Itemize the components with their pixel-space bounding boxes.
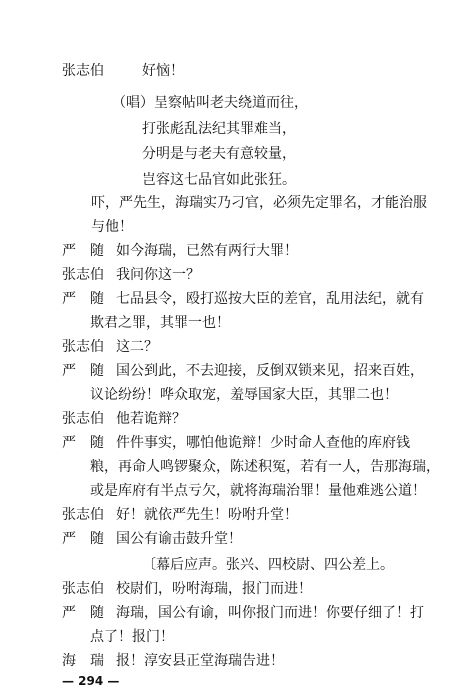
line-16 (62, 434, 410, 452)
line-text: 七品县令，殴打巡按大臣的差官，乱用法纪，就有 (116, 291, 424, 307)
line-15 (62, 410, 186, 428)
line-text: 议论纷纷！哗众取宠，羞辱国家大臣，其罪二也！ (90, 387, 398, 403)
line-12 (62, 338, 158, 356)
line-23 (62, 604, 424, 622)
line-text: 欺君之罪，其罪一也！ (90, 315, 230, 331)
line-1 (62, 62, 184, 80)
line-text: 点了！报门！ (90, 629, 174, 645)
speaker-name: 严 随 (62, 605, 104, 621)
line-text: 岂容这七品官如此张狂。 (142, 172, 296, 188)
line-11 (90, 314, 230, 332)
line-text: 我问你这一？ (116, 267, 200, 283)
line-text: 粮，再命人鸣锣聚众，陈述积冤，若有一人，告那海瑞， (90, 459, 440, 475)
line-text: 如今海瑞，已然有两行大罪！ (116, 243, 298, 259)
speaker-name: 严 随 (62, 531, 104, 547)
line-6 (91, 194, 427, 212)
speaker-name: 张志伯 (62, 339, 104, 355)
line-5 (142, 171, 296, 189)
line-text: 国公有谕击鼓升堂！ (116, 531, 242, 547)
speaker-name: 海 瑞 (62, 653, 104, 669)
line-text: （唱）呈察帖叫老夫绕道而往， (112, 95, 308, 111)
line-text: 吓，严先生，海瑞实乃刁官，必须先定罪名，才能治服 (91, 195, 427, 211)
speaker-name: 严 随 (62, 291, 104, 307)
line-8 (62, 242, 298, 260)
line-13 (62, 362, 424, 380)
speaker-name: 严 随 (62, 435, 104, 451)
line-text: 好恼！ (142, 63, 184, 79)
line-4 (142, 145, 296, 163)
speaker-name: 严 随 (62, 363, 104, 379)
line-text: 件件事实，哪怕他诡辩！少时命人查他的库府钱 (116, 435, 410, 451)
speaker-name: 张志伯 (62, 507, 104, 523)
line-text: 他若诡辩？ (116, 411, 186, 427)
line-text: 或是库府有半点亏欠，就将海瑞治罪！量他难逃公道！ (90, 483, 426, 499)
line-text: 报！淳安县正堂海瑞告进！ (116, 653, 284, 669)
line-19 (62, 506, 298, 524)
line-7 (91, 218, 133, 236)
line-17 (90, 458, 440, 476)
speaker-name: 张志伯 (62, 581, 104, 597)
line-21 (142, 556, 394, 574)
speaker-name: 严 随 (62, 243, 104, 259)
line-24 (90, 628, 174, 646)
line-10 (62, 290, 424, 308)
line-text: 〔幕后应声。张兴、四校尉、四公差上。 (142, 557, 394, 573)
line-text: 分明是与老夫有意较量， (142, 146, 296, 162)
line-2 (112, 94, 308, 112)
speaker-name: 张志伯 (62, 267, 104, 283)
line-text: 与他！ (91, 219, 133, 235)
line-text: 校尉们，吩咐海瑞，报门而进！ (116, 581, 312, 597)
line-text: 好！就依严先生！吩咐升堂！ (116, 507, 298, 523)
line-text: 这二？ (116, 339, 158, 355)
speaker-name: 张志伯 (62, 411, 104, 427)
page-number: — 294 — (62, 674, 120, 688)
line-25 (62, 652, 284, 670)
line-20 (62, 530, 242, 548)
speaker-name: 张志伯 (62, 63, 104, 79)
line-3 (142, 120, 296, 138)
line-14 (90, 386, 398, 404)
line-text: 海瑞，国公有谕，叫你报门而进！你要仔细了！打 (116, 605, 424, 621)
line-22 (62, 580, 312, 598)
line-text: 打张彪乱法纪其罪难当， (142, 121, 296, 137)
line-text: 国公到此，不去迎接，反倒双锁来见，招来百姓， (116, 363, 424, 379)
line-18 (90, 482, 426, 500)
line-9 (62, 266, 200, 284)
